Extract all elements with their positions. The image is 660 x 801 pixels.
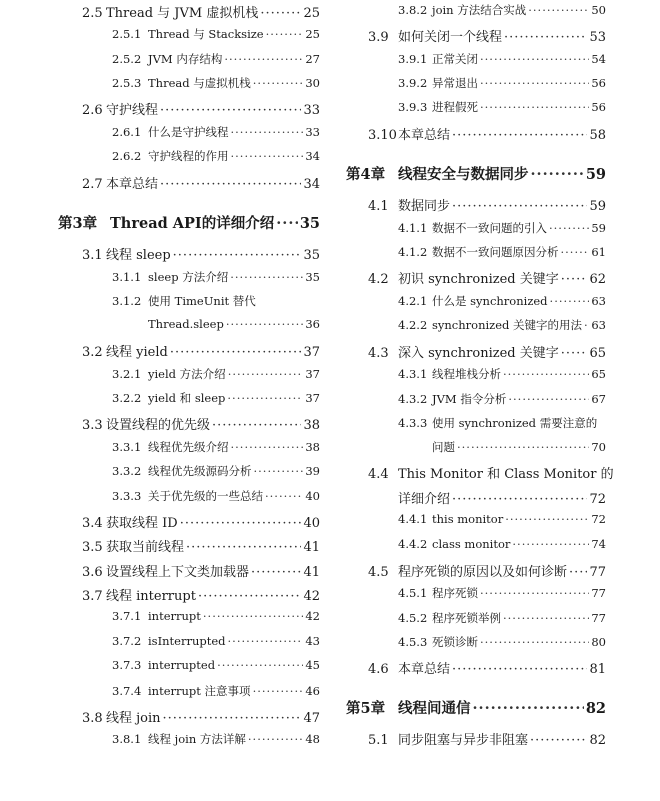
toc-chapter-entry[interactable] [346,697,606,718]
page-number: 63 [591,294,606,308]
page-number: 82 [585,700,606,717]
section-title: 线程 join 方法详解 [148,732,246,746]
page-number: 80 [591,635,606,649]
page-number: 41 [303,540,320,555]
section-title: 线程 yield [106,345,168,360]
section-title: join 方法结合实战 [432,3,527,17]
toc-entry[interactable] [58,51,320,67]
leader-dots [452,492,587,507]
toc-entry[interactable] [346,195,606,214]
section-title: 什么是守护线程 [148,125,229,139]
leader-dots [163,711,302,726]
leader-dots [266,27,304,41]
toc-entry[interactable] [346,124,606,143]
toc-entry[interactable] [346,537,606,551]
section-title: 正常关闭 [432,52,478,66]
section-title: yield 和 sleep [148,391,226,405]
page-number: 54 [591,52,606,66]
page-number: 30 [305,76,320,90]
page-number: 77 [591,611,606,625]
toc-entry[interactable] [58,463,320,479]
section-number: 3.10 [368,128,397,143]
section-title: Thread 与虚拟机栈 [148,76,251,90]
leader-dots [254,464,304,478]
section-number: 3.3.3 [112,489,142,503]
page-number: 77 [591,586,606,600]
leader-dots [217,658,303,672]
page-number: 37 [303,345,320,360]
leader-dots [160,103,301,118]
page-number: 70 [591,440,606,454]
leader-dots [248,732,303,746]
section-title: 使用 synchronized 需要注意的 [432,416,598,430]
toc-entry[interactable] [58,609,320,623]
section-number: 2.6.2 [112,149,142,163]
section-number: 第3章 [58,215,98,232]
toc-entry[interactable] [58,75,320,91]
toc-entry[interactable] [58,512,320,531]
leader-dots [253,76,304,90]
toc-entry[interactable] [346,317,606,333]
toc-entry[interactable] [58,244,320,263]
section-title: 线程优先级源码分析 [148,464,252,478]
section-number: 3.2.1 [112,367,142,381]
page-number: 25 [305,27,320,41]
section-title: 本章总结 [398,662,451,677]
section-number: 4.3.3 [398,416,428,430]
page-number: 59 [585,166,606,183]
section-title: 线程优先级介绍 [148,440,229,454]
toc-entry[interactable] [58,488,320,504]
page-number: 37 [305,367,320,381]
section-title: 详细介绍 [398,492,451,507]
page-number: 39 [305,464,320,478]
section-title: 死锁诊断 [432,635,478,649]
leader-dots [173,248,302,263]
section-number: 4.3 [368,346,389,361]
section-number: 3.1 [82,248,103,263]
leader-dots [512,537,589,551]
section-number: 3.7.3 [112,658,142,672]
leader-dots [561,245,590,259]
leader-dots [160,177,301,192]
section-title: 线程间通信 [398,700,471,717]
section-number: 2.6.1 [112,125,142,139]
page-number: 25 [303,6,320,21]
page-number: 45 [305,658,320,672]
section-title: 线程安全与数据同步 [398,166,529,183]
section-title: 如何关闭一个线程 [398,30,503,45]
leader-dots [480,635,589,649]
toc-entry[interactable] [346,512,606,526]
toc-entry[interactable] [58,366,320,382]
section-number: 3.7.2 [112,634,142,648]
leader-dots [265,489,303,503]
section-title: 设置线程上下文类加载器 [106,565,250,580]
leader-dots [276,215,298,232]
section-title: this monitor [432,512,504,526]
leader-dots [584,318,589,332]
toc-entry[interactable] [58,173,320,192]
toc-entry[interactable] [58,317,320,331]
leader-dots [231,440,304,454]
toc-entry[interactable] [346,99,606,115]
page-number: 35 [305,270,320,284]
section-number: 4.3.1 [398,367,428,381]
section-number: 2.5.1 [112,27,142,41]
section-title: JVM 指令分析 [432,392,507,406]
section-title: This Monitor 和 Class Monitor 的 [398,467,614,482]
leader-dots [528,3,589,17]
section-title: 守护线程的作用 [148,149,229,163]
section-number: 3.7 [82,589,103,604]
section-title: JVM 内存结构 [148,52,223,66]
page-number: 59 [591,221,606,235]
leader-dots [253,684,304,698]
toc-entry[interactable] [346,293,606,309]
section-number: 4.4.2 [398,537,428,551]
leader-dots [231,125,304,139]
toc-entry[interactable] [58,390,320,406]
section-title: interrupt 注意事项 [148,684,251,698]
toc-entry[interactable] [346,2,606,18]
leader-dots [480,76,589,90]
leader-dots [503,367,589,381]
section-title: 使用 TimeUnit 替代 [148,294,256,308]
toc-entry[interactable] [346,610,606,626]
toc-entry[interactable] [58,731,320,747]
page-number: 61 [591,245,606,259]
leader-dots [224,52,303,66]
section-number: 3.1.2 [112,294,142,308]
section-number: 3.1.1 [112,270,142,284]
toc-entry[interactable] [346,415,606,431]
toc-entry[interactable] [58,99,320,118]
page-number: 37 [305,391,320,405]
leader-dots [170,345,302,360]
leader-dots [508,392,589,406]
section-number: 4.4 [368,467,389,482]
section-number: 4.6 [368,662,389,677]
toc-entry[interactable] [346,658,606,677]
page-number: 33 [303,103,320,118]
page-number: 34 [305,149,320,163]
toc-entry[interactable] [58,2,320,21]
toc-chapter-entry[interactable] [58,212,320,233]
section-number: 4.1.2 [398,245,428,259]
section-title: 初识 synchronized 关键字 [398,272,559,287]
section-title: 进程假死 [432,100,478,114]
toc-entry[interactable] [346,244,606,260]
page-number: 36 [305,317,320,331]
toc-entry[interactable] [346,268,606,287]
leader-dots [212,418,301,433]
leader-dots [569,565,587,580]
leader-dots [226,317,304,331]
page-number: 34 [303,177,320,192]
section-title: 问题 [432,440,455,454]
section-number: 4.1 [368,199,389,214]
section-title: 设置线程的优先级 [106,418,211,433]
leader-dots [531,166,584,183]
section-number: 3.5 [82,540,103,555]
section-number: 3.8.1 [112,732,142,746]
section-title: 程序死锁的原因以及如何诊断 [398,565,568,580]
leader-dots [480,52,589,66]
toc-entry[interactable] [58,658,320,672]
section-title: 获取当前线程 [106,540,185,555]
section-number: 2.7 [82,177,103,192]
section-number: 3.9 [368,30,389,45]
page-number: 56 [591,100,606,114]
page-number: 82 [589,733,606,748]
page-number: 42 [303,589,320,604]
leader-dots [457,440,589,454]
section-title: 线程堆栈分析 [432,367,501,381]
section-number: 4.5 [368,565,389,580]
section-title: 关于优先级的一些总结 [148,489,263,503]
page-number: 65 [591,367,606,381]
section-title: 深入 synchronized 关键字 [398,346,559,361]
section-number: 4.4.1 [398,512,428,526]
section-title: 程序死锁 [432,586,478,600]
toc-entry[interactable] [58,148,320,164]
section-title: 线程 join [106,711,161,726]
page-number: 65 [589,346,606,361]
page-number: 35 [299,215,320,232]
page-number: 77 [589,565,606,580]
section-title: 同步阻塞与异步非阻塞 [398,733,529,748]
toc-entry[interactable] [346,439,606,455]
toc-entry[interactable] [58,293,320,309]
section-number: 4.1.1 [398,221,428,235]
section-number: 3.3.2 [112,464,142,478]
page-number: 72 [589,492,606,507]
page-number: 67 [591,392,606,406]
section-title: 线程 interrupt [106,589,196,604]
page-number: 46 [305,684,320,698]
section-number: 4.2.1 [398,294,428,308]
leader-dots [505,512,589,526]
leader-dots [180,516,302,531]
section-title: Thread API的详细介绍 [110,215,275,232]
section-number: 3.2 [82,345,103,360]
section-number: 2.6 [82,103,103,118]
section-title: isInterrupted [148,634,226,648]
leader-dots [480,100,589,114]
section-title: 数据同步 [398,199,451,214]
section-number: 3.8.2 [398,3,428,17]
leader-dots [228,634,304,648]
page-number: 81 [589,662,606,677]
leader-dots [230,270,303,284]
section-number: 5.1 [368,733,389,748]
leader-dots [260,6,301,21]
page-number: 33 [305,125,320,139]
page-number: 47 [303,711,320,726]
leader-dots [561,346,588,361]
leader-dots [186,540,301,555]
page-number: 62 [589,272,606,287]
section-title: 什么是 synchronized [432,294,548,308]
toc-entry[interactable] [58,536,320,555]
toc-entry[interactable] [346,391,606,407]
section-number: 2.5.2 [112,52,142,66]
toc-chapter-entry[interactable] [346,163,606,184]
leader-dots [452,199,587,214]
toc-entry[interactable] [58,634,320,648]
section-title: Thread 与 Stacksize [148,27,264,41]
toc-entry[interactable] [58,561,320,580]
leader-dots [251,565,301,580]
toc-entry[interactable] [58,683,320,699]
section-title: Thread.sleep [148,317,224,331]
toc-entry[interactable] [58,707,320,726]
section-title: yield 方法介绍 [148,367,226,381]
toc-entry[interactable] [58,414,320,433]
section-title: 线程 sleep [106,248,171,263]
page-number: 42 [305,609,320,623]
leader-dots [504,30,587,45]
toc-entry[interactable] [58,26,320,42]
section-title: interrupt [148,609,201,623]
page-number: 40 [303,516,320,531]
section-number: 3.7.1 [112,609,142,623]
toc-entry[interactable] [346,463,614,482]
page-number: 40 [305,489,320,503]
page-number: 38 [305,440,320,454]
page-number: 74 [591,537,606,551]
section-number: 4.2.2 [398,318,428,332]
page-number: 43 [305,634,320,648]
section-title: 本章总结 [398,128,451,143]
leader-dots [561,272,588,287]
page-number: 48 [305,732,320,746]
section-title: interrupted [148,658,216,672]
section-title: 本章总结 [106,177,159,192]
section-number: 3.7.4 [112,684,142,698]
toc-entry[interactable] [58,269,320,285]
leader-dots [227,391,303,405]
toc-entry[interactable] [346,729,606,748]
page-number: 38 [303,418,320,433]
page-number: 72 [591,512,606,526]
section-number: 4.5.2 [398,611,428,625]
section-title: 异常退出 [432,76,478,90]
section-title: 数据不一致问题原因分析 [432,245,559,259]
leader-dots [452,128,587,143]
toc-entry[interactable] [58,585,320,604]
leader-dots [480,586,589,600]
toc-entry[interactable] [346,220,606,236]
leader-dots [228,367,304,381]
section-number: 3.3.1 [112,440,142,454]
toc-entry[interactable] [346,26,606,45]
toc-entry[interactable] [58,341,320,360]
page-number: 50 [591,3,606,17]
page-number: 35 [303,248,320,263]
section-number: 3.6 [82,565,103,580]
leader-dots [452,662,587,677]
section-number: 4.3.2 [398,392,428,406]
section-number: 3.9.1 [398,52,428,66]
leader-dots [203,609,303,623]
section-number: 3.4 [82,516,103,531]
section-number: 3.9.2 [398,76,428,90]
toc-entry[interactable] [346,75,606,91]
section-number: 3.9.3 [398,100,428,114]
page-number: 63 [591,318,606,332]
section-number: 4.5.1 [398,586,428,600]
toc-entry[interactable] [346,488,606,507]
leader-dots [530,733,587,748]
toc-entry[interactable] [346,585,606,601]
section-number: 2.5 [82,6,103,21]
leader-dots [549,221,589,235]
page-number: 56 [591,76,606,90]
page-number: 59 [589,199,606,214]
leader-dots [503,611,589,625]
page-number: 53 [589,30,606,45]
toc-entry[interactable] [346,51,606,67]
section-title: 程序死锁举例 [432,611,501,625]
page-number: 41 [303,565,320,580]
section-title: 获取线程 ID [106,516,178,531]
section-title: sleep 方法介绍 [148,270,229,284]
section-number: 第5章 [346,700,386,717]
section-number: 4.5.3 [398,635,428,649]
toc-entry[interactable] [346,561,606,580]
section-title: Thread 与 JVM 虚拟机栈 [106,6,259,21]
leader-dots [231,149,304,163]
leader-dots [198,589,302,604]
section-number: 2.5.3 [112,76,142,90]
toc-entry[interactable] [346,342,606,361]
section-title: 数据不一致问题的引入 [432,221,547,235]
leader-dots [550,294,590,308]
toc-entry[interactable] [58,439,320,455]
toc-entry[interactable] [58,124,320,140]
page-number: 27 [305,52,320,66]
section-title: 守护线程 [106,103,159,118]
page-number: 58 [589,128,606,143]
section-number: 3.3 [82,418,103,433]
section-number: 3.8 [82,711,103,726]
section-number: 第4章 [346,166,386,183]
section-title: synchronized 关键字的用法 [432,318,583,332]
toc-entry[interactable] [346,634,606,650]
toc-entry[interactable] [346,366,606,382]
section-title: class monitor [432,537,511,551]
leader-dots [473,700,584,717]
section-number: 3.2.2 [112,391,142,405]
section-number: 4.2 [368,272,389,287]
